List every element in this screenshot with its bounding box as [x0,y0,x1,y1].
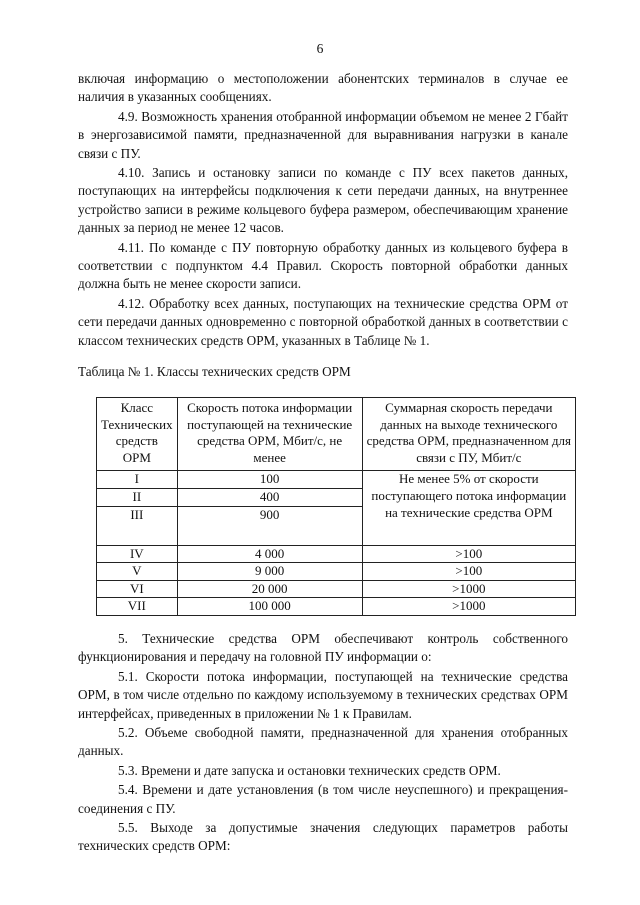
paragraph-4-11: 4.11. По команде с ПУ повторную обработку данных из кольцевого буфера в соответствии с подпунктом 4.4 Правил. Скорость повторной обработки данных должна быть не менее скорости записи. [78,239,568,292]
table-row [97,545,576,563]
cell-output: >1000 [362,580,575,598]
cell-output: >1000 [362,598,575,616]
table-caption: Таблица № 1. Классы технических средств ОРМ [78,364,351,379]
cell-speed: 100 [177,471,362,489]
body-text-bottom [78,630,568,856]
cell-class: VI [97,580,178,598]
table-row [97,598,576,616]
cell-output: >100 [362,545,575,563]
header-input-speed: Скорость потока информации поступающей на технические средства ОРМ, Мбит/с, не менее [177,398,362,471]
body-text-top [78,70,568,350]
cell-speed: 4 000 [177,545,362,563]
cell-speed: 9 000 [177,563,362,581]
cell-class: I [97,471,178,489]
cell-class: VII [97,598,178,616]
header-output-speed: Суммарная скорость передачи данных на выходе технического средства ОРМ, предназначенном для связи с ПУ, Мбит/с [362,398,575,471]
paragraph-continuation: включая информацию о местоположении абонентских терминалов в случае ее наличия в указанных сообщениях. [78,71,568,105]
paragraph-5-1: 5.1. Скорости потока информации, поступающей на технические средства ОРМ, в том числе отдельно по каждому используемому в технических средствах ОРМ интерфейсах, приведенных в приложении № 1 к Правилам. [78,668,568,721]
cell-class: II [97,488,178,506]
table-row [97,471,576,489]
paragraph-4-10: 4.10. Запись и остановку записи по команде с ПУ всех пакетов данных, поступающих на интерфейсы подключения к сети передачи данных, на внутреннее устройство записи в режиме кольцевого буфера размером, обеспечивающим хранение данных за период не менее 12 часов. [78,165,568,236]
table-row [97,563,576,581]
paragraph-5-3: 5.3. Времени и дате запуска и остановки технических средств ОРМ. [118,762,501,778]
cell-class: V [97,563,178,581]
cell-class: IV [97,545,178,563]
paragraph-5: 5. Технические средства ОРМ обеспечивают контроль собственного функционирования и передачу на головной ПУ информации о: [78,631,568,665]
paragraph-4-12: 4.12. Обработку всех данных, поступающих на технические средства ОРМ от сети передачи данных одновременно с повторной обработкой данных в соответствии с классом технических средств ОРМ, указанных в Таблице № 1. [78,295,568,348]
paragraph-5-4: 5.4. Времени и дате установления (в том числе неуспешного) и прекращения-соединения с ПУ. [78,782,568,816]
header-class: Класс Технических средств ОРМ [97,398,178,471]
cell-output: >100 [362,563,575,581]
cell-speed: 100 000 [177,598,362,616]
page-number: 6 [316,41,324,56]
paragraph-5-5: 5.5. Выходе за допустимые значения следующих параметров работы технических средств ОРМ: [78,820,568,854]
cell-speed: 900 [177,506,362,545]
table-row [97,580,576,598]
orm-classes-table [96,397,576,616]
cell-class: III [97,506,178,545]
paragraph-5-2: 5.2. Объеме свободной памяти, предназначенной для хранения отобранных данных. [78,725,568,759]
cell-merged-note: Не менее 5% от скорости поступающего потока информации на технические средства ОРМ [362,471,575,545]
table-header-row [97,398,576,471]
cell-speed: 400 [177,488,362,506]
paragraph-4-9: 4.9. Возможность хранения отобранной информации объемом не менее 2 Гбайт в энергозависимой памяти, предназначенной для выравнивания нагрузки в канале связи с ПУ. [78,108,568,161]
cell-speed: 20 000 [177,580,362,598]
